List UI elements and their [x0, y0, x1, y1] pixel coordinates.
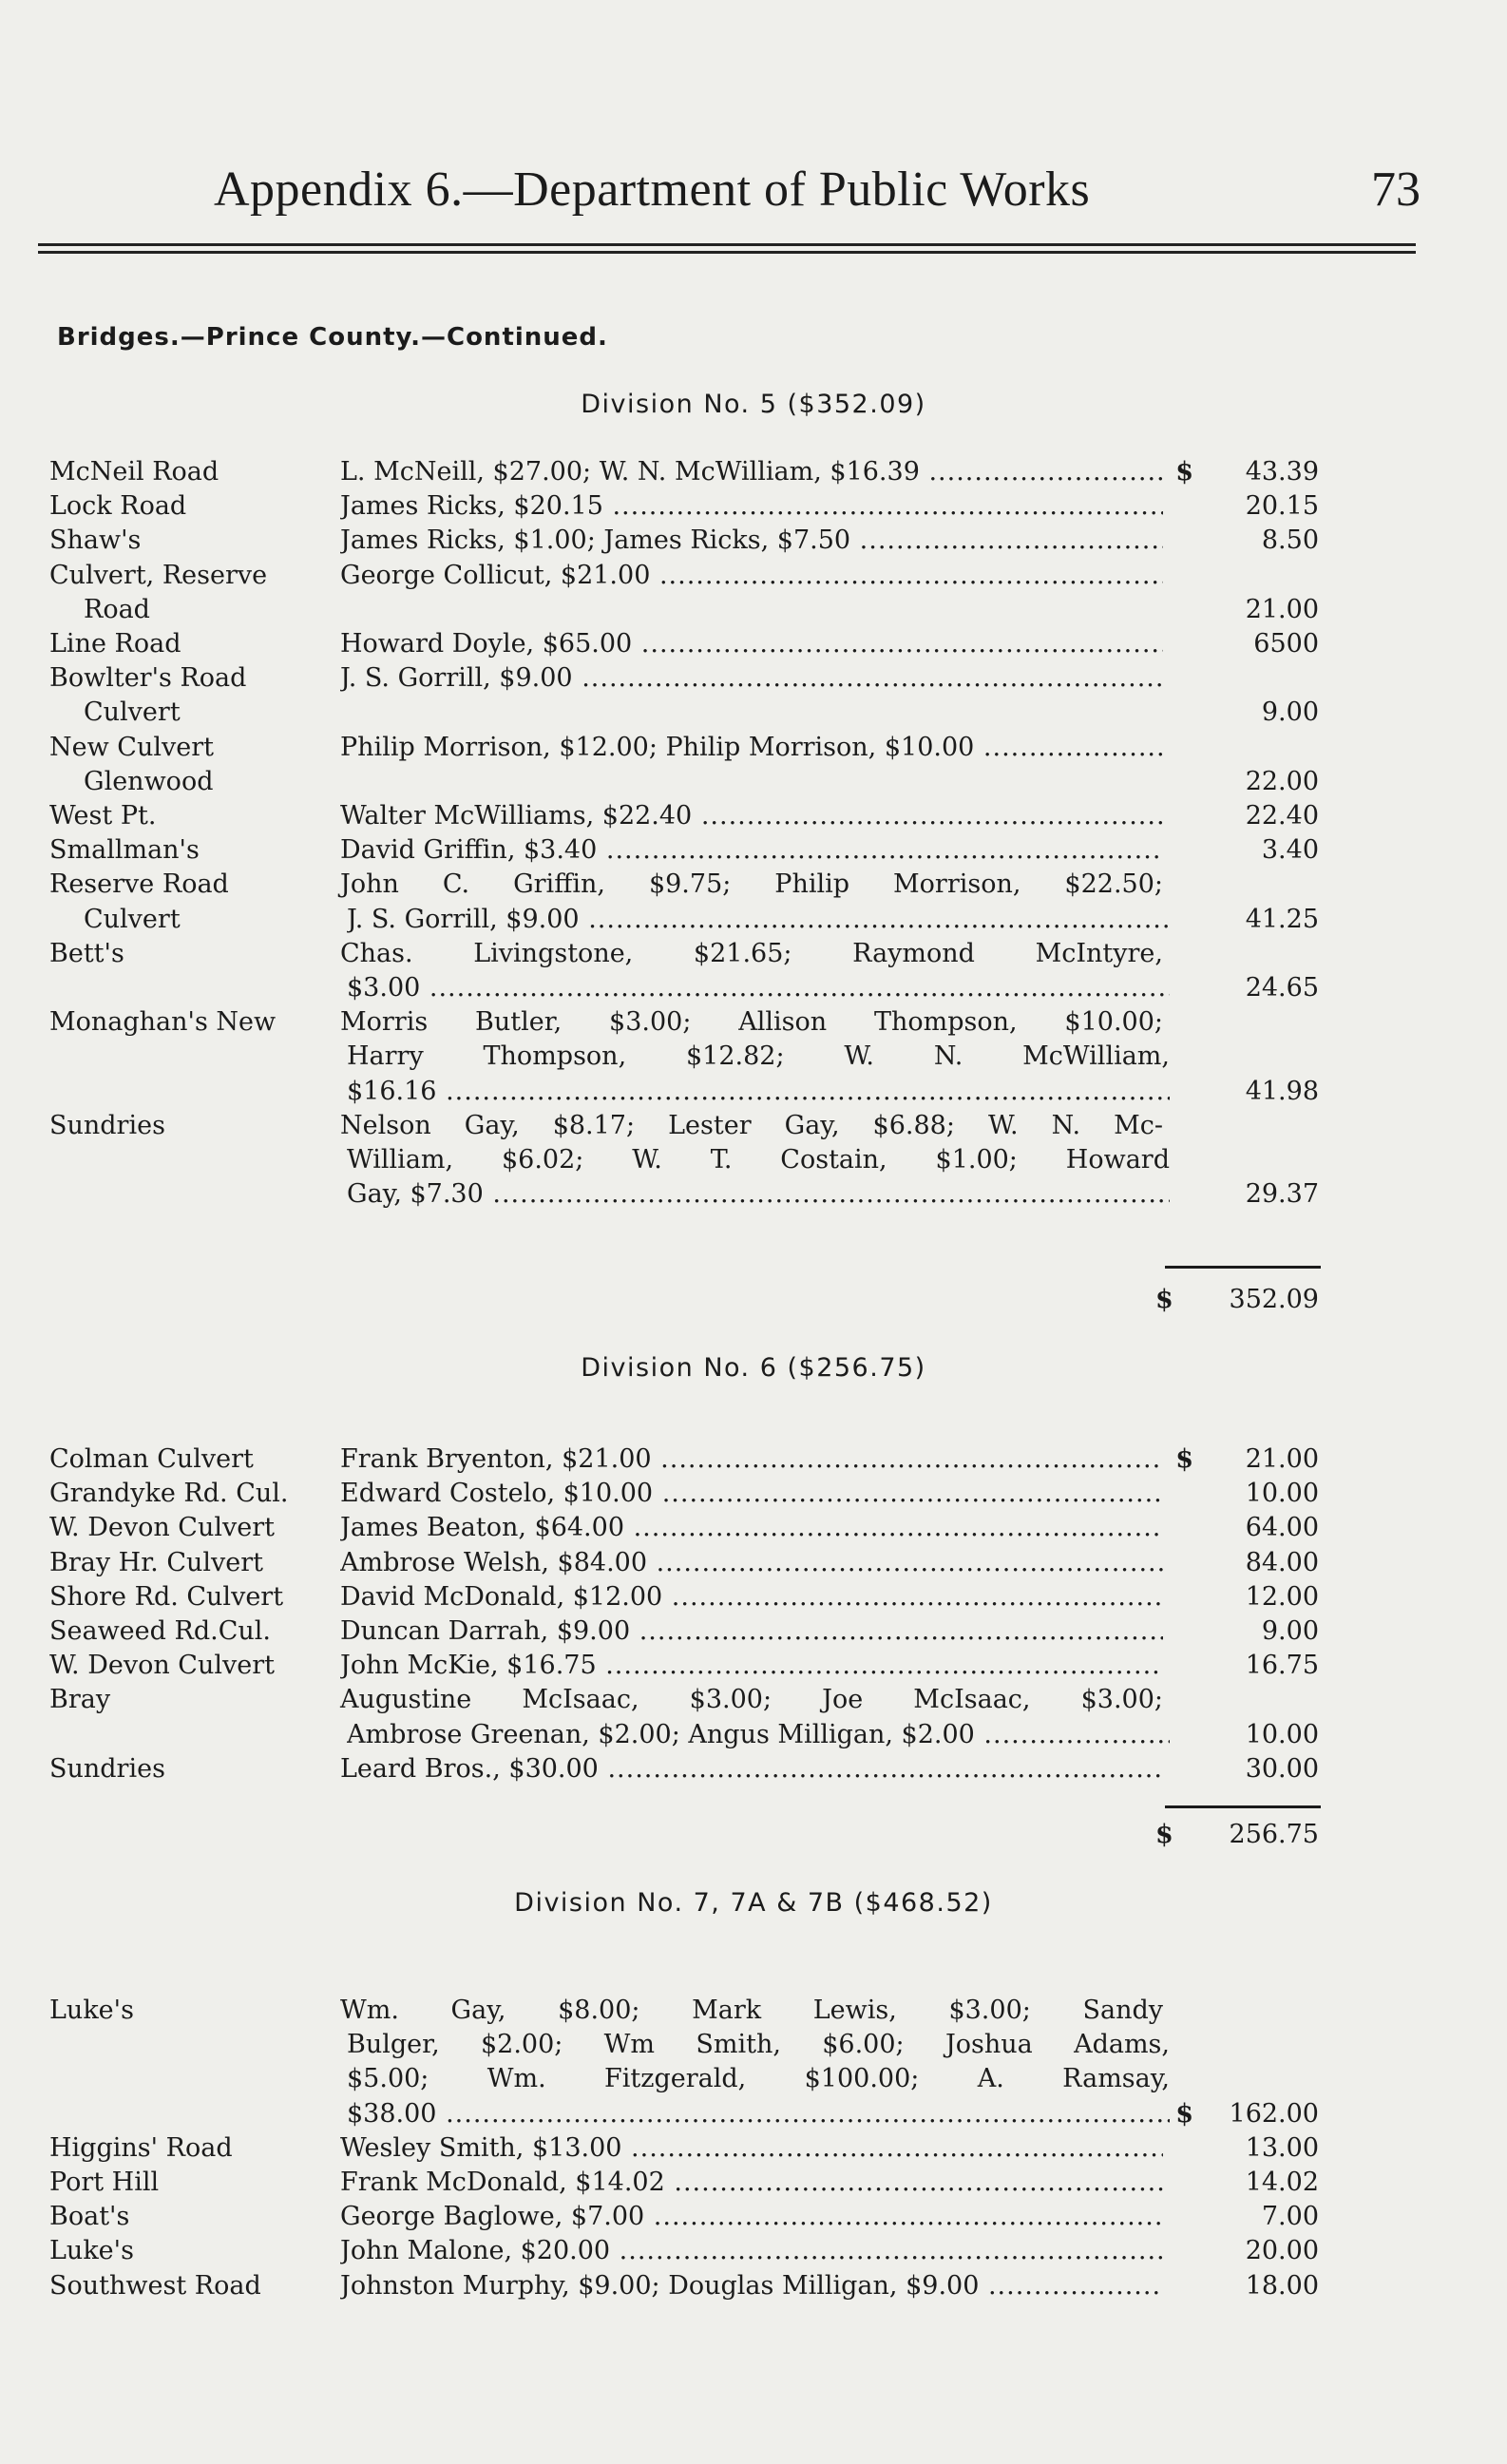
ledger-row — [0, 2200, 1507, 2234]
amount-value: 13.00 — [1245, 2132, 1319, 2163]
ledger-row — [0, 833, 1507, 868]
payment-text: J. S. Gorrill, $9.00 ..... — [340, 661, 1163, 696]
location-label: Shaw's — [49, 525, 142, 556]
location-label: Sundries — [49, 1753, 165, 1784]
dollar-sign: $ — [1175, 1444, 1193, 1474]
payment-text: John McKie, $16.75 ..... — [340, 1649, 1163, 1683]
payment-text: $5.00; Wm. Fitzgerald, $100.00; A. Ramsay, — [347, 2064, 1170, 2094]
location-label: Southwest Road — [49, 2270, 261, 2301]
ledger-row — [0, 1546, 1507, 1580]
amount-value: 84.00 — [1245, 1547, 1319, 1577]
amount-value: 12.00 — [1245, 1581, 1319, 1612]
payment-text: Ambrose Welsh, $84.00 ..... — [340, 1546, 1163, 1580]
payment-text: John Malone, $20.00 ..... — [340, 2234, 1163, 2268]
location-label: Colman Culvert — [49, 1444, 254, 1474]
amount-value: 43.39 — [1245, 457, 1319, 487]
payment-text: Bulger, $2.00; Wm Smith, $6.00; Joshua Adams, — [347, 2030, 1170, 2060]
location-label: Glenwood — [84, 766, 214, 796]
ledger-row — [0, 559, 1507, 627]
total-rule — [1165, 1266, 1321, 1269]
location-label: Monaghan's New — [49, 1007, 277, 1038]
payment-text: Ambrose Greenan, $2.00; Angus Milligan, $2.00 ..... — [347, 1718, 1170, 1752]
page-number: 73 — [1371, 162, 1421, 217]
ledger-row — [0, 1994, 1507, 2131]
header-rule-top — [38, 243, 1416, 246]
payment-text: George Collicut, $21.00 ..... — [340, 559, 1163, 593]
payment-text: Johnston Murphy, $9.00; Douglas Milligan, $9.00 ..... — [340, 2269, 1163, 2303]
location-label: Shore Rd. Culvert — [49, 1581, 284, 1612]
payment-text: Frank McDonald, $14.02 ..... — [340, 2166, 1163, 2200]
dollar-sign: $ — [1175, 2098, 1193, 2129]
ledger-row — [0, 661, 1507, 730]
location-label: W. Devon Culvert — [49, 1651, 275, 1681]
location-label: New Culvert — [49, 732, 214, 762]
payment-text: James Ricks, $1.00; James Ricks, $7.50 ..... — [340, 524, 1163, 558]
payment-text: David McDonald, $12.00 ..... — [340, 1580, 1163, 1614]
page-header — [214, 162, 1421, 228]
total-dollar-sign: $ — [1155, 1285, 1173, 1314]
amount-value: 10.00 — [1245, 1479, 1319, 1509]
amount-value: 22.00 — [1245, 766, 1319, 796]
location-label: W. Devon Culvert — [49, 1513, 275, 1543]
location-label: Port Hill — [49, 2168, 160, 2197]
amount-value: 41.25 — [1245, 904, 1319, 934]
ledger-row — [0, 627, 1507, 661]
payment-text: James Beaton, $64.00 ..... — [340, 1511, 1163, 1545]
payment-text: George Baglowe, $7.00 ..... — [340, 2200, 1163, 2234]
payment-text: Walter McWilliams, $22.40 ..... — [340, 799, 1163, 833]
dollar-sign: $ — [1175, 457, 1193, 487]
location-label: Higgins' Road — [49, 2132, 233, 2163]
ledger-row — [0, 2269, 1507, 2303]
location-label: Boat's — [49, 2202, 130, 2232]
ledger-row — [0, 1752, 1507, 1786]
division-heading: Division No. 6 ($256.75) — [581, 1353, 926, 1383]
payment-text: $3.00 ..... — [347, 971, 1170, 1005]
section-heading: Bridges.—Prince County.—Continued. — [57, 323, 608, 352]
payment-text: James Ricks, $20.15 ..... — [340, 489, 1163, 524]
ledger-row — [0, 1614, 1507, 1649]
payment-text: Duncan Darrah, $9.00 ..... — [340, 1614, 1163, 1649]
amount-value: 20.00 — [1245, 2236, 1319, 2266]
amount-value: 64.00 — [1245, 1513, 1319, 1543]
amount-value: 10.00 — [1245, 1719, 1319, 1749]
amount-value: 6500 — [1253, 629, 1319, 659]
location-label: Luke's — [49, 2236, 134, 2266]
location-label: Reserve Road — [49, 869, 229, 900]
payment-text: David Griffin, $3.40 ..... — [340, 833, 1163, 868]
division-total: 256.75 — [1229, 1820, 1319, 1849]
location-label: West Pt. — [49, 801, 157, 831]
ledger-row — [0, 799, 1507, 833]
ledger-row — [0, 1477, 1507, 1511]
ledger-row — [0, 2234, 1507, 2268]
ledger-row — [0, 1511, 1507, 1545]
ledger-row — [0, 868, 1507, 936]
location-label: McNeil Road — [49, 457, 219, 487]
amount-value: 18.00 — [1245, 2270, 1319, 2301]
amount-value: 162.00 — [1229, 2098, 1319, 2129]
total-rule — [1165, 1805, 1321, 1808]
ledger-row — [0, 524, 1507, 558]
ledger-row — [0, 2166, 1507, 2200]
location-label: Road — [84, 594, 150, 624]
location-label: Sundries — [49, 1110, 165, 1140]
amount-value: 3.40 — [1261, 835, 1319, 866]
amount-value: 7.00 — [1261, 2202, 1319, 2232]
amount-value: 21.00 — [1245, 594, 1319, 624]
amount-value: 41.98 — [1245, 1076, 1319, 1106]
location-label: Grandyke Rd. Cul. — [49, 1479, 289, 1509]
payment-text: Howard Doyle, $65.00 ..... — [340, 627, 1163, 661]
location-label: Culvert — [84, 697, 181, 728]
payment-text: $16.16 ..... — [347, 1075, 1170, 1109]
ledger-row — [0, 1683, 1507, 1751]
location-label: Bray — [49, 1685, 111, 1715]
division-heading: Division No. 5 ($352.09) — [581, 390, 926, 419]
location-label: Line Road — [49, 629, 181, 659]
total-dollar-sign: $ — [1155, 1820, 1173, 1849]
location-label: Bett's — [49, 938, 124, 968]
amount-value: 8.50 — [1261, 525, 1319, 556]
location-label: Luke's — [49, 1996, 134, 2025]
location-label: Smallman's — [49, 835, 200, 866]
page-title: Appendix 6.—Department of Public Works — [214, 162, 1091, 217]
amount-value: 24.65 — [1245, 972, 1319, 1003]
division-total: 352.09 — [1229, 1285, 1319, 1314]
payment-text: L. McNeill, $27.00; W. N. McWilliam, $16.39 ..... — [340, 455, 1163, 489]
payment-text: Wm. Gay, $8.00; Mark Lewis, $3.00; Sandy — [340, 1996, 1163, 2025]
amount-value: 9.00 — [1261, 1616, 1319, 1646]
division-heading: Division No. 7, 7A & 7B ($468.52) — [514, 1888, 993, 1918]
ledger-row — [0, 1442, 1507, 1477]
ledger-row — [0, 2131, 1507, 2166]
amount-value: 21.00 — [1245, 1444, 1319, 1474]
payment-text: William, $6.02; W. T. Costain, $1.00; Howard — [347, 1144, 1170, 1175]
location-label: Bowlter's Road — [49, 663, 247, 694]
ledger-row — [0, 1649, 1507, 1683]
header-rule-bottom — [38, 251, 1416, 254]
payment-text: Morris Butler, $3.00; Allison Thompson, $10.00; — [340, 1007, 1163, 1038]
location-label: Culvert — [84, 904, 181, 934]
payment-text: Philip Morrison, $12.00; Philip Morrison, $10.00 ..... — [340, 731, 1163, 765]
amount-value: 22.40 — [1245, 801, 1319, 831]
payment-text: Nelson Gay, $8.17; Lester Gay, $6.88; W. N. Mc- — [340, 1110, 1163, 1140]
payment-text: Wesley Smith, $13.00 ..... — [340, 2131, 1163, 2166]
ledger-row — [0, 1109, 1507, 1213]
location-label: Lock Road — [49, 491, 187, 522]
ledger-row — [0, 937, 1507, 1005]
payment-text: Frank Bryenton, $21.00 ..... — [340, 1442, 1163, 1477]
amount-value: 30.00 — [1245, 1753, 1319, 1784]
ledger-row — [0, 489, 1507, 524]
payment-text: Chas. Livingstone, $21.65; Raymond McIntyre, — [340, 938, 1163, 968]
amount-value: 29.37 — [1245, 1179, 1319, 1210]
ledger-row — [0, 1580, 1507, 1614]
amount-value: 20.15 — [1245, 491, 1319, 522]
payment-text: Gay, $7.30 ..... — [347, 1177, 1170, 1212]
ledger-row — [0, 1005, 1507, 1109]
location-label: Culvert, Reserve — [49, 560, 268, 590]
payment-text: Augustine McIsaac, $3.00; Joe McIsaac, $3.00; — [340, 1685, 1163, 1715]
ledger-row — [0, 731, 1507, 799]
amount-value: 9.00 — [1261, 697, 1319, 728]
ledger-row — [0, 455, 1507, 489]
location-label: Seaweed Rd.Cul. — [49, 1616, 271, 1646]
payment-text: $38.00 ..... — [347, 2097, 1170, 2131]
payment-text: John C. Griffin, $9.75; Philip Morrison, $22.50; — [340, 869, 1163, 900]
payment-text: Leard Bros., $30.00 ..... — [340, 1752, 1163, 1786]
payment-text: Harry Thompson, $12.82; W. N. McWilliam, — [347, 1041, 1170, 1072]
amount-value: 16.75 — [1245, 1651, 1319, 1681]
payment-text: Edward Costelo, $10.00 ..... — [340, 1477, 1163, 1511]
location-label: Bray Hr. Culvert — [49, 1547, 264, 1577]
amount-value: 14.02 — [1245, 2168, 1319, 2197]
payment-text: J. S. Gorrill, $9.00 ..... — [347, 903, 1170, 937]
